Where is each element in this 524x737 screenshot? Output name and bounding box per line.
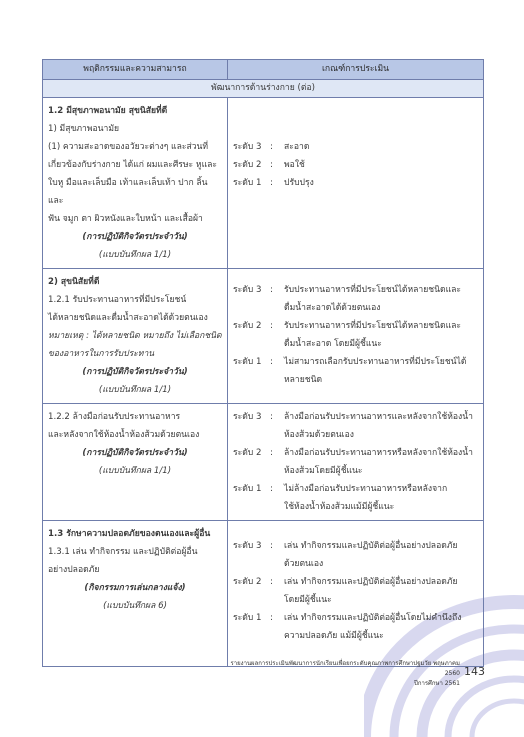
desc-line: ได้หลายชนิดและดื่มน้ำสะอาดได้ด้วยตนเอง [48,313,208,323]
activity-label: (การปฏิบัติกิจวัตรประจำวัน) [82,367,188,377]
criteria-level [233,537,479,573]
level-text: รับประทานอาหารที่มีประโยชน์ได้หลายชนิดและ [284,321,461,331]
level-colon: : [270,613,273,623]
level-text: ปรับปรุง [284,178,314,188]
level-text: เล่น ทำกิจกรรมและปฏิบัติต่อผู้อื่นอย่างปลอดภัย [284,541,458,551]
level-colon: : [270,577,273,587]
level-colon: : [270,357,273,367]
criteria-cell [228,98,484,269]
behavior-cell [43,269,228,404]
section-subtitle: 1) มีสุขภาพอนามัย [48,124,120,134]
level-colon: : [270,321,273,331]
table-row [43,521,484,667]
desc-line: เกี่ยวข้องกับร่างกาย ได้แก่ ผมและศีรษะ หูและ [48,160,217,170]
level-text: สะอาด [284,142,310,152]
level-text: เล่น ทำกิจกรรมและปฏิบัติต่อผู้อื่นอย่างปลอดภัย [284,577,458,587]
note-line: ของอาหารในการรับประทาน [48,349,155,359]
level-text: ความปลอดภัย แม้มีผู้ชี้แนะ [284,631,384,641]
level-text: ห้องส้วมด้วยตนเอง [284,430,354,440]
criteria-cell [228,269,484,404]
level-text: รับประทานอาหารที่มีประโยชน์ได้หลายชนิดและ [284,285,461,295]
activity-label: (การปฏิบัติกิจวัตรประจำวัน) [82,448,188,458]
table-subheader-row [43,80,484,98]
criteria-level [233,281,479,317]
level-text: ห้องส้วมโดยมีผู้ชี้แนะ [284,466,363,476]
level-label: ระดับ 2 [233,321,262,331]
section-title: 1.2 มีสุขภาพอนามัย สุขนิสัยที่ดี [48,106,168,116]
level-colon: : [270,448,273,458]
level-label: ระดับ 3 [233,541,262,551]
table-row [43,404,484,521]
subheader-physical-development: พัฒนาการด้านร่างกาย (ต่อ) [43,80,484,98]
table-header-row [43,60,484,80]
activity-label: (การปฏิบัติกิจวัตรประจำวัน) [82,232,188,242]
level-text: ใช้ห้องน้ำห้องส้วมแม้มีผู้ชี้แนะ [284,502,395,512]
level-text: ดื่มน้ำสะอาด โดยมีผู้ชี้แนะ [284,339,382,349]
record-label: (แบบบันทึกผล 1/1) [98,250,172,260]
level-colon: : [270,541,273,551]
desc-line: 1.3.1 เล่น ทำกิจกรรม และปฏิบัติต่อผู้อื่น [48,547,198,557]
behavior-cell [43,98,228,269]
header-behavior: พฤติกรรมและความสามารถ [43,60,228,80]
level-label: ระดับ 2 [233,577,262,587]
assessment-table [42,59,484,667]
behavior-cell [43,521,228,667]
desc-line: ฟัน จมูก ตา ผิวหนังและใบหน้า และเสื้อผ้า [48,214,203,224]
behavior-cell [43,404,228,521]
criteria-level [233,573,479,609]
desc-line: อย่างปลอดภัย [48,565,100,575]
criteria-level [233,174,479,192]
desc-line: 1.2.1 รับประทานอาหารที่มีประโยชน์ [48,295,187,305]
desc-line: 1.2.2 ล้างมือก่อนรับประทานอาหาร [48,412,181,422]
level-colon: : [270,142,273,152]
criteria-level [233,444,479,480]
record-label: (แบบบันทึกผล 6) [103,601,167,611]
criteria-level [233,480,479,516]
level-text: ล้างมือก่อนรับประทานอาหารและหลังจากใช้ห้องน้ำ [284,412,473,422]
level-colon: : [270,178,273,188]
page-number: 143 [464,665,485,678]
footer-report-title: รายงานผลการประเมินพัฒนาการนักเรียนเพื่อยกระดับคุณภาพการศึกษาปฐมวัย พฤษภาคม 2560 [230,660,460,677]
header-criteria: เกณฑ์การประเมิน [228,60,484,80]
level-text: พอใช้ [284,160,305,170]
section-title: 2) สุขนิสัยที่ดี [48,277,100,287]
level-text: ดื่มน้ำสะอาดได้ด้วยตนเอง [284,303,381,313]
criteria-level [233,353,479,389]
level-text: เล่น ทำกิจกรรมและปฏิบัติต่อผู้อื่นโดยไม่คำนึงถึง [284,613,462,623]
desc-line: (1) ความสะอาดของอวัยวะต่างๆ และส่วนที่ [48,142,209,152]
criteria-level [233,156,479,174]
criteria-level [233,138,479,156]
footer-academic-year: ปีการศึกษา 2561 [414,680,460,687]
level-text: ไม่ล้างมือก่อนรับประทานอาหารหรือหลังจาก [284,484,448,494]
level-label: ระดับ 2 [233,448,262,458]
criteria-level [233,408,479,444]
level-label: ระดับ 1 [233,613,262,623]
level-label: ระดับ 3 [233,142,262,152]
level-label: ระดับ 1 [233,178,262,188]
activity-label: (กิจกรรมการเล่นกลางแจ้ง) [84,583,186,593]
level-label: ระดับ 3 [233,412,262,422]
record-label: (แบบบันทึกผล 1/1) [98,466,172,476]
level-colon: : [270,484,273,494]
level-text: ล้างมือก่อนรับประทานอาหารหรือหลังจากใช้ห้องน้ำ [284,448,473,458]
page-footer [220,659,460,689]
table-row [43,269,484,404]
level-text: หลายชนิด [284,375,323,385]
level-text: ด้วยตนเอง [284,559,324,569]
record-label: (แบบบันทึกผล 1/1) [98,385,172,395]
level-label: ระดับ 3 [233,285,262,295]
desc-line: และหลังจากใช้ห้องน้ำห้องส้วมด้วยตนเอง [48,430,200,440]
section-title: 1.3 รักษาความปลอดภัยของตนเองและผู้อื่น [48,529,211,539]
level-text: โดยมีผู้ชี้แนะ [284,595,332,605]
level-text: ไม่สามารถเลือกรับประทานอาหารที่มีประโยชน์ได้ [284,357,467,367]
level-label: ระดับ 1 [233,484,262,494]
level-label: ระดับ 1 [233,357,262,367]
level-colon: : [270,285,273,295]
table-row [43,98,484,269]
level-colon: : [270,160,273,170]
desc-line: ใบหู มือและเล็บมือ เท้าและเล็บเท้า ปาก ลิ้นและ [48,178,208,206]
note-line: หมายเหตุ : ได้หลายชนิด หมายถึง ไม่เลือกชนิด [48,331,222,341]
criteria-level [233,317,479,353]
criteria-cell [228,404,484,521]
criteria-level [233,609,479,645]
criteria-cell [228,521,484,667]
level-colon: : [270,412,273,422]
level-label: ระดับ 2 [233,160,262,170]
